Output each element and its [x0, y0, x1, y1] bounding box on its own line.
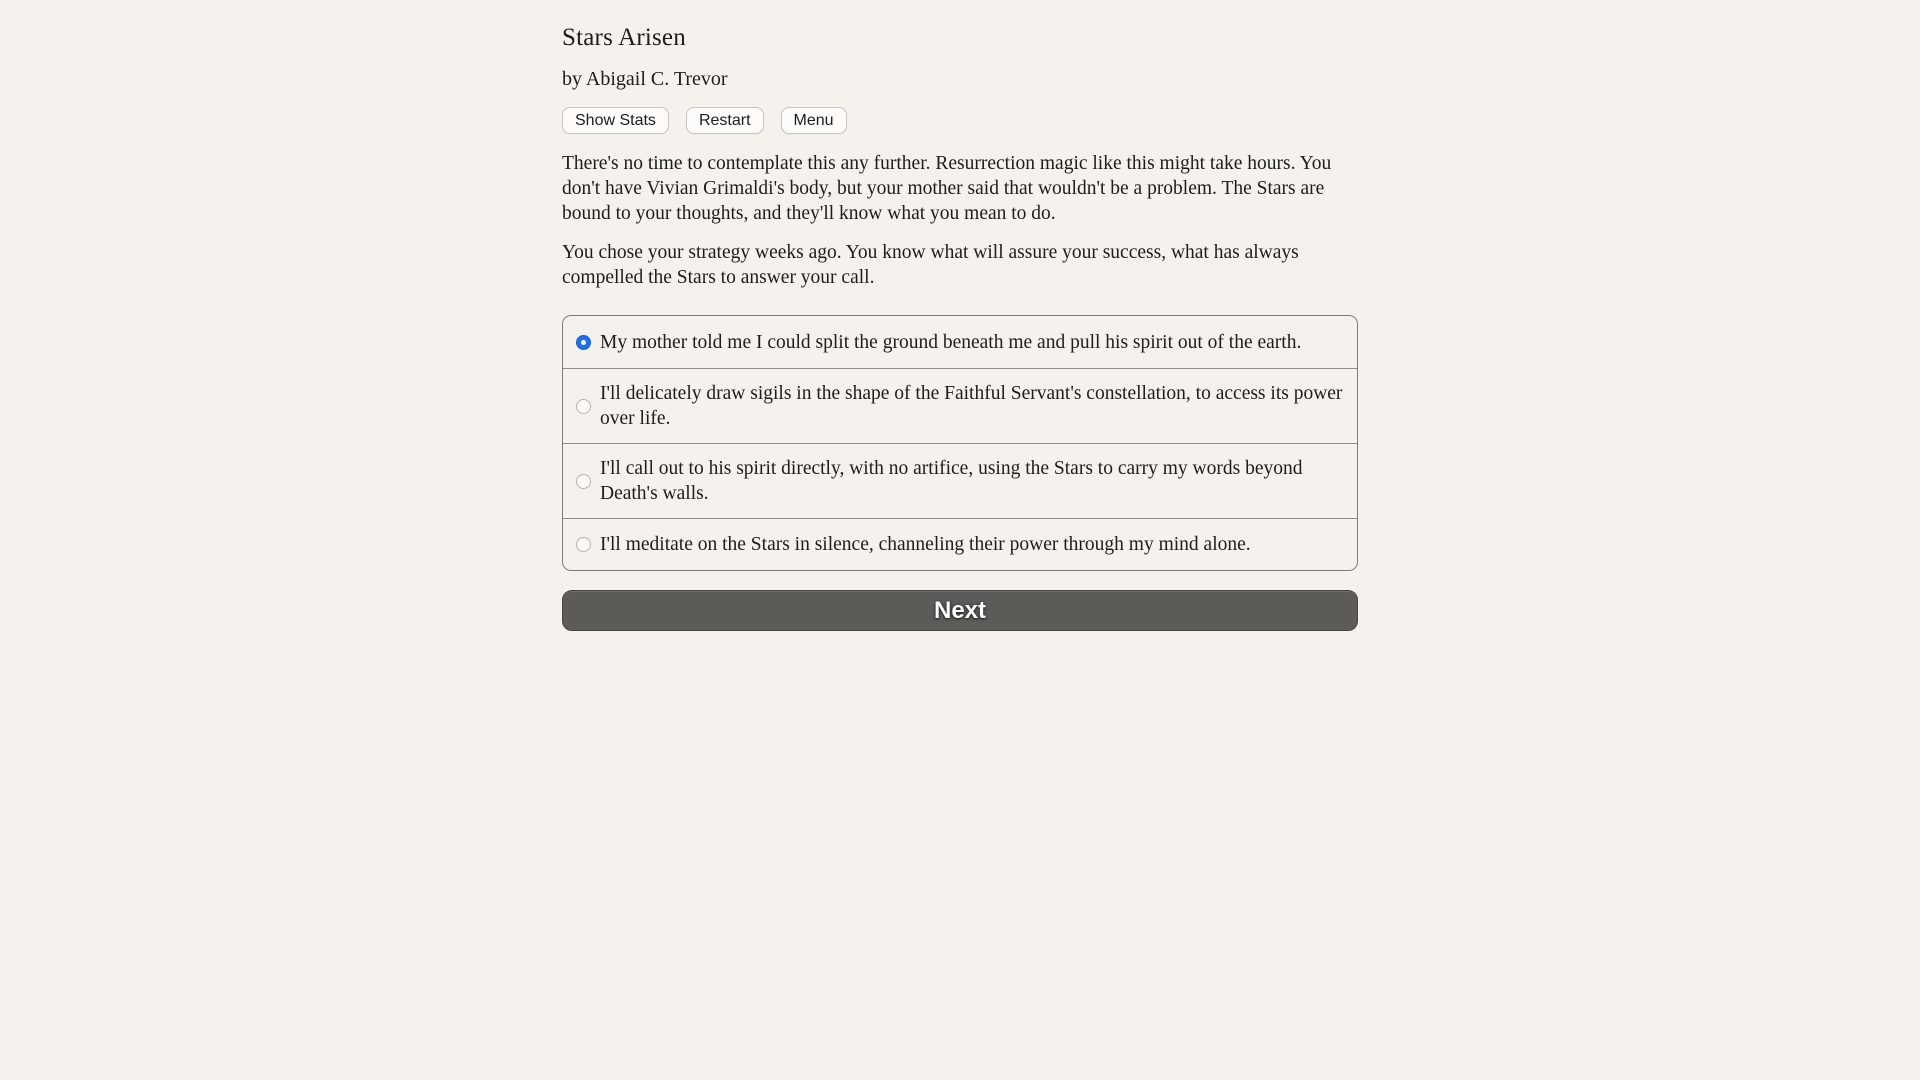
toolbar	[562, 107, 1358, 134]
restart-button[interactable]: Restart	[686, 107, 764, 134]
radio-icon[interactable]	[576, 399, 591, 414]
choice-option-label[interactable]: I'll meditate on the Stars in silence, channeling their power through my mind alone.	[600, 534, 1251, 555]
choice-option[interactable]	[563, 518, 1357, 570]
story-paragraph: You chose your strategy weeks ago. You know what will assure your success, what has always compelled the Stars to answer your call.	[562, 242, 1299, 288]
choice-option[interactable]	[563, 368, 1357, 443]
choice-option-label[interactable]: I'll delicately draw sigils in the shape of the Faithful Servant's constellation, to access its power over life.	[600, 383, 1343, 429]
choice-group	[562, 315, 1358, 571]
menu-button[interactable]: Menu	[781, 107, 847, 134]
story-text	[562, 151, 1358, 290]
next-button[interactable]: Next	[562, 590, 1358, 631]
radio-icon[interactable]	[576, 474, 591, 489]
choice-option[interactable]	[563, 316, 1357, 368]
game-author: by Abigail C. Trevor	[562, 68, 728, 90]
radio-icon[interactable]	[576, 335, 591, 350]
game-page	[562, 0, 1358, 631]
choice-option-label[interactable]: I'll call out to his spirit directly, with no artifice, using the Stars to carry my words beyond Death's walls.	[600, 458, 1303, 504]
story-paragraph: There's no time to contemplate this any further. Resurrection magic like this might take hours. You don't have Vivian Grimaldi's body, but your mother said that wouldn't be a problem. The Stars are bound to your thoughts, and they'll know what you mean to do.	[562, 153, 1332, 224]
show-stats-button[interactable]: Show Stats	[562, 107, 669, 134]
choice-option-label[interactable]: My mother told me I could split the ground beneath me and pull his spirit out of the earth.	[600, 331, 1302, 353]
choice-option[interactable]	[563, 443, 1357, 518]
radio-icon[interactable]	[576, 537, 591, 552]
game-title: Stars Arisen	[562, 24, 686, 51]
